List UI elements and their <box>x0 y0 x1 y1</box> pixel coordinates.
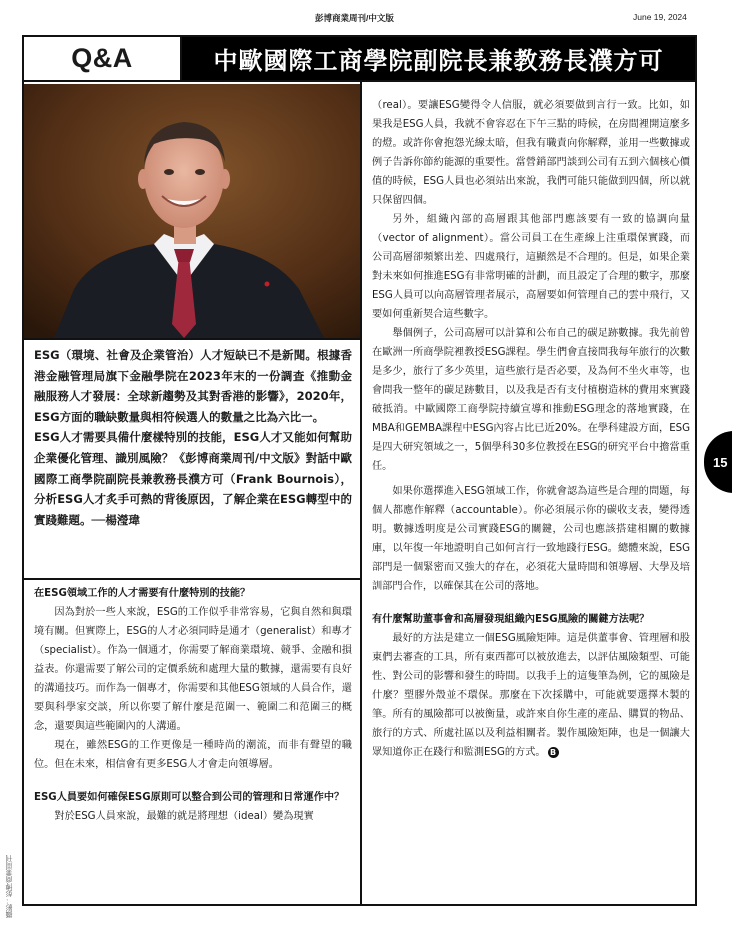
answer-3 <box>372 629 690 762</box>
answer-1-paragraph-1: 因為對於一些人來說，ESG的工作似乎非常容易，它與自然和與環境有關。但實際上，ESG的人才必須同時是通才（generalist）和專才（specialist）。作為一個通才，你需要了解商業環境、競爭、金融和損益表。你還需要了解公司的定價系統和處理大量的數據，還需要有良好的溝通技巧。而作為一個專才，你需要和其他ESG領域的人員合作，還要與科學家交談，所以你要了解什麼是范圍一、範圍二和范圍三的概念，還要與這些範圍內的人溝通。 <box>34 607 352 732</box>
intro-standfirst <box>34 345 352 530</box>
right-column <box>372 96 690 762</box>
intro-bottom-rule <box>24 578 360 580</box>
intro-paragraph-2: ESG人才需要具備什麼樣特別的技能，ESG人才又能如何幫助企業優化管理、識別風險？《彭博商業周刊/中文版》對話中歐國際工商學院副院長兼教務長濮方可（Frank Bournois），分析ESG人才炙手可熱的背後原因，了解企業在ESG轉型中的實踐難題。──楊瀅瑋 <box>34 430 352 527</box>
intro-top-rule <box>24 338 360 340</box>
end-mark-icon: B <box>548 747 559 758</box>
answer-3-text: 最好的方法是建立一個ESG風險矩陣。這是供董事會、管理層和股東們去審查的工具，所有東西都可以被放進去，以評估風險類型、可能性、對公司的影響和發生的時間。以我手上的這隻筆為例，它的風險是什麼？塑膠外殼並不環保。那麼在下次採購中，可能就要選擇木製的筆。所有的風險都可以被衡量，或許來自你生產的產品、購買的物品、旅行的方式、所處社區以及利益相關者。製作風險矩陣，也是一個讓大眾知道你正在踐行和監測ESG的方式。 <box>372 633 690 758</box>
question-2: ESG人員要如何確保ESG原則可以整合到公司的管理和日常運作中？ <box>34 792 345 803</box>
answer-2-paragraph-2: （real）。要讓ESG變得令人信服，就必須要做到言行一致。比如，如果我是ESG人員，我就不會容忍在下午三點的時候，在房間裡開這麼多的燈。或許你會抱怨光線太暗，但我有職責向你解釋，並用一些數據或例子告訴你節約能源的重要性。當營銷部門談到公司有五到六個核心價值的時候，ESG人員也必須站出來說，我們可能只能做到四個，所以就只保留四個。 <box>372 100 690 206</box>
answer-2-paragraph-5: 如果你選擇進入ESG領域工作，你就會認為這些是合理的問題，每個人都應作解釋（accountable）。你必須展示你的碳收支表，變得透明。數據透明度是公司實踐ESG的關鍵，公司也應該搭建相關的數據庫，以年復一年地證明自己如何言行一致地踐行ESG。總體來說，ESG部門是一個緊密而又強大的存在，必須花大量時間和領導層、大學及培訓部門合作，以確保其在公司的落地。 <box>372 486 690 592</box>
answer-1-paragraph-2: 現在，雖然ESG的工作更像是一種時尚的潮流，而非有聲望的職位。但在未來，相信會有更多ESG人才會走向領導層。 <box>34 740 352 770</box>
column-divider <box>360 82 362 906</box>
portrait-photo <box>24 84 360 338</box>
answer-2-paragraph-3: 另外，組織內部的高層跟其他部門應該要有一致的協調向量（vector of alignment）。當公司員工在生產線上注重環保實踐，而公司高層卻頻繁出差、四處飛行，這顯然是不合理的。但是，如果企業對未來如何推進ESG有非常明確的計劃，而且設定了合理的數字，那麼ESG人員可以向高層管理者展示，高層要如何管理自己的雲中飛行，又要如何重新契合這些數字。 <box>372 214 690 320</box>
title-bar <box>22 35 697 82</box>
left-column <box>34 584 352 826</box>
headline: 中歐國際工商學院副院長兼教務長濮方可 <box>182 37 695 80</box>
question-1: 在ESG領域工作的人才需要有什麼特別的技能？ <box>34 588 251 599</box>
question-3: 有什麼幫助董事會和高層發現組織內ESG風險的關鍵方法呢？ <box>372 614 650 625</box>
intro-paragraph-1: ESG（環境、社會及企業管治）人才短缺已不是新聞。根據香港金融管理局旗下金融學院在2023年末的一份調查《推動金融服務人才發展：全球新趨勢及其對香港的影響》，2020年，ESG方面的職缺數量與相符候選人的數量之比為六比一。 <box>34 348 352 424</box>
section-label: Q&A <box>24 37 182 80</box>
photo-credit: 攝影：彭博商業周刊 <box>5 855 13 918</box>
page-number-tab: 15 <box>704 431 732 493</box>
publication-name: 彭博商業周刊/中文版 <box>315 13 394 23</box>
issue-date: June 19, 2024 <box>633 12 687 22</box>
answer-2-paragraph-4: 舉個例子，公司高層可以計算和公布自己的碳足跡數據。我先前曾在歐洲一所商學院裡教授ESG課程。學生們會直接問我每年旅行的次數是多少，旅行了多少英里，這些旅行是否必要，及為何不坐火車等，也會問我一整年的碳足跡數目，以及我是否有支付植樹造林的費用來實踐破抵消。中歐國際工商學院持續宣導和推動ESG理念的落地實踐，在MBA和GEMBA課程中ESG內容占比已近20%。在學科建設方面，ESG是四大研究領域之一，5個學科30多位教授在ESG的研究平台中擔當重任。 <box>372 328 690 472</box>
answer-2-paragraph-1: 對於ESG人員來說，最難的就是將理想（ideal）變為現實 <box>54 811 314 822</box>
